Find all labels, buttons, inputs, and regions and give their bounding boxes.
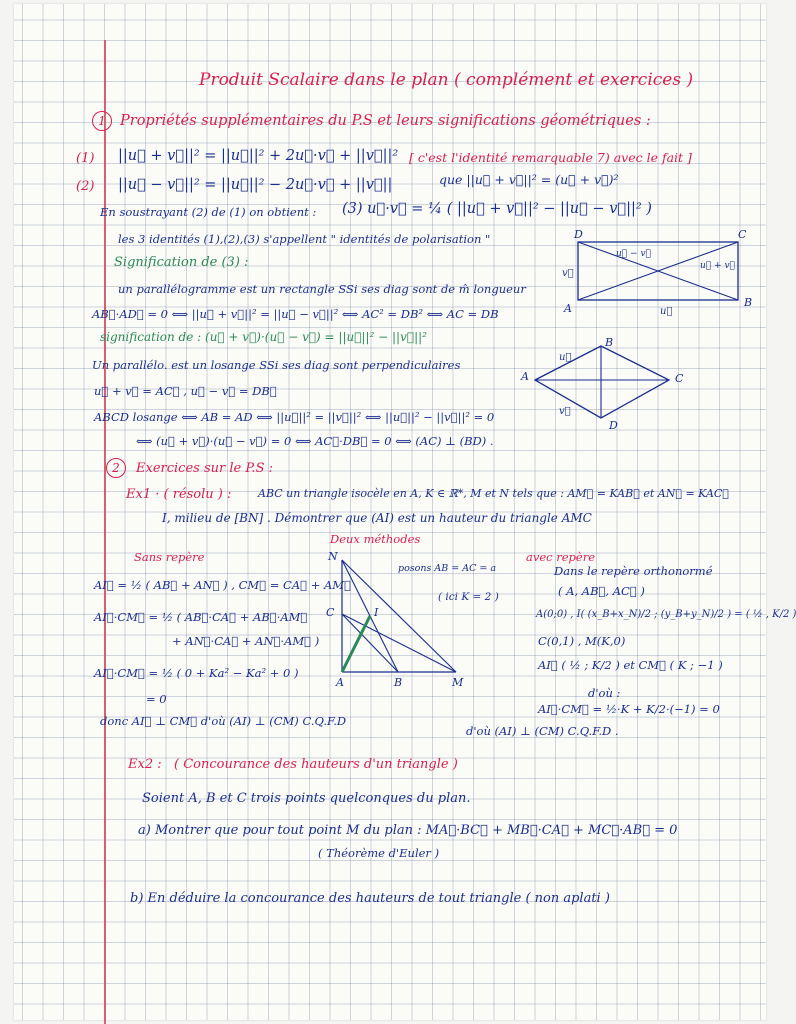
losange-label-d: D	[609, 419, 618, 432]
avec-line-2: ( A, AB⃗, AC⃗ )	[558, 584, 645, 598]
ex1-statement: ABC un triangle isocèle en A, K ∈ ℝ*, M et N tels que : AM⃗ = KAB⃗ et AN⃗ = KAC⃗	[258, 487, 729, 500]
sans-line-5: = 0	[146, 692, 167, 706]
avec-line-6: d'où :	[588, 686, 621, 700]
losange-figure	[519, 334, 699, 434]
rect-statement: un parallélogramme est un rectangle SSi ses diag sont de m̂ longueur	[118, 282, 526, 296]
rect-label-a: A	[564, 302, 572, 315]
avec-line-4: C(0,1) , M(K,0)	[538, 634, 626, 648]
sans-repere-heading: Sans repère	[134, 550, 205, 564]
page-title: Produit Scalaire dans le plan ( complément et exercices )	[199, 70, 694, 90]
losange-label-c: C	[675, 372, 684, 385]
losange-vectors: u⃗ + v⃗ = AC⃗ , u⃗ − v⃗ = DB⃗	[94, 384, 277, 398]
rect-label-b: B	[744, 296, 753, 309]
eq2-label: (2)	[76, 179, 95, 194]
avec-line-5: AI⃗ ( ½ ; K/2 ) et CM⃗ ( K ; −1 )	[538, 658, 723, 672]
eq1: ||u⃗ + v⃗||² = ||u⃗||² + 2u⃗·v⃗ + ||v⃗||²	[118, 148, 399, 164]
ex2-label: Ex2 :	[128, 757, 162, 772]
losange-statement: Un parallélo. est un losange SSi ses diag sont perpendiculaires	[92, 358, 461, 372]
tri-label-i: I	[374, 606, 379, 619]
ex2-part-b: b) En déduire la concourance des hauteurs de tout triangle ( non aplati )	[130, 891, 610, 906]
tri-side-nm	[342, 560, 456, 672]
two-methods: Deux méthodes	[330, 532, 421, 546]
tri-side-cb	[342, 614, 398, 672]
avec-line-1: Dans le repère orthonormé	[554, 564, 713, 578]
section-1-number: 1	[92, 111, 112, 131]
remark-line-1: [ c'est l'identité remarquable 7) avec le fait ]	[409, 150, 692, 165]
losange-shape	[535, 346, 669, 418]
eq3: (3) u⃗·v⃗ = ¼ ( ||u⃗ + v⃗||² − ||u⃗ − v⃗||² )	[342, 201, 652, 217]
eq2: ||u⃗ − v⃗||² = ||u⃗||² − 2u⃗·v⃗ + ||v⃗||	[118, 177, 393, 193]
tri-side-cm	[342, 614, 456, 672]
sans-line-2: AI⃗·CM⃗ = ½ ( AB⃗·CA⃗ + AB⃗·AM⃗	[94, 610, 308, 624]
ex1-label: Ex1 · ( résolu ) :	[126, 487, 232, 502]
rect-vector-u-plus-v: u⃗ + v⃗	[700, 261, 735, 271]
losange-vector-v: v⃗	[559, 406, 571, 417]
tri-label-c: C	[326, 606, 335, 619]
losange-label-b: B	[605, 336, 614, 349]
sans-line-4: AI⃗·CM⃗ = ½ ( 0 + Ka² − Ka² + 0 )	[94, 666, 299, 680]
rect-vector-u: u⃗	[660, 306, 673, 317]
sans-line-6: donc AI⃗ ⊥ CM⃗ d'où (AI) ⊥ (CM) C.Q.F.D	[100, 714, 347, 728]
rect-label-c: C	[738, 228, 747, 241]
section-2-number: 2	[106, 458, 126, 478]
signif-de-heading: signification de : (u⃗ + v⃗)·(u⃗ − v⃗) = ||u⃗||² − ||v⃗||²	[100, 330, 427, 344]
rect-vector-u-minus-v: u⃗ − v⃗	[616, 249, 651, 259]
fig-ici: ( ici K = 2 )	[438, 591, 499, 603]
avec-line-8: d'où (AI) ⊥ (CM) C.Q.F.D .	[466, 724, 619, 738]
avec-line-3: A(0;0) , I( (x_B+x_N)/2 ; (y_B+y_N)/2 ) = ( ½ , K/2 )	[536, 609, 796, 620]
subtract-text: En soustrayant (2) de (1) on obtient :	[100, 205, 317, 219]
section-1-heading: Propriétés supplémentaires du P.S et leurs significations géométriques :	[120, 113, 651, 129]
rectangle-figure	[524, 226, 764, 326]
ex1-statement-2: I, milieu de [BN] . Démontrer que (AI) est un hauteur du triangle AMC	[162, 511, 592, 525]
ex2-part-a: a) Montrer que pour tout point M du plan : MA⃗·BC⃗ + MB⃗·CA⃗ + MC⃗·AB⃗ = 0	[138, 823, 678, 838]
ex2-intro: Soient A, B et C trois points quelconques du plan.	[142, 791, 471, 806]
notebook-page	[14, 4, 796, 1020]
eq1-label: (1)	[76, 151, 95, 166]
section-2-heading: Exercices sur le P.S :	[136, 461, 273, 476]
rect-vector-v: v⃗	[562, 268, 574, 279]
rect-equivalence: AB⃗·AD⃗ = 0 ⟺ ||u⃗ + v⃗||² = ||u⃗ − v⃗||² ⟺ AC² = DB² ⟺ AC = DB	[92, 307, 499, 321]
tri-height-ai	[342, 616, 370, 672]
identities-text: les 3 identités (1),(2),(3) s'appellent " identités de polarisation "	[118, 232, 491, 246]
remark-line-2: que ||u⃗ + v⃗||² = (u⃗ + v⃗)²	[439, 172, 619, 187]
signif3-heading: Signification de (3) :	[114, 255, 249, 270]
tri-label-b: B	[394, 676, 403, 689]
losange-vector-u: u⃗	[559, 352, 572, 363]
fig-posons: posons AB = AC = a	[398, 563, 497, 574]
ex2-title: ( Concourance des hauteurs d'un triangle )	[174, 757, 458, 772]
margin-line	[104, 40, 106, 1024]
losange-equiv-1: ABCD losange ⟺ AB = AD ⟺ ||u⃗||² = ||v⃗||² ⟺ ||u⃗||² − ||v⃗||² = 0	[94, 410, 495, 424]
losange-equiv-2: ⟺ (u⃗ + v⃗)·(u⃗ − v⃗) = 0 ⟺ AC⃗·DB⃗ = 0 ⟺ (AC) ⊥ (BD) .	[136, 434, 494, 448]
losange-label-a: A	[521, 370, 529, 383]
tri-label-m: M	[452, 676, 464, 689]
rect-label-d: D	[574, 228, 583, 241]
avec-line-7: AI⃗·CM⃗ = ½·K + K/2·(−1) = 0	[538, 702, 720, 716]
avec-repere-heading: avec repère	[526, 550, 596, 564]
ex2-part-a-note: ( Théorème d'Euler )	[318, 846, 440, 860]
tri-label-a: A	[336, 676, 344, 689]
sans-line-3: + AN⃗·CA⃗ + AN⃗·AM⃗ )	[172, 634, 320, 648]
tri-label-n: N	[328, 550, 338, 563]
sans-line-1: AI⃗ = ½ ( AB⃗ + AN⃗ ) , CM⃗ = CA⃗ + AM⃗	[94, 578, 351, 592]
